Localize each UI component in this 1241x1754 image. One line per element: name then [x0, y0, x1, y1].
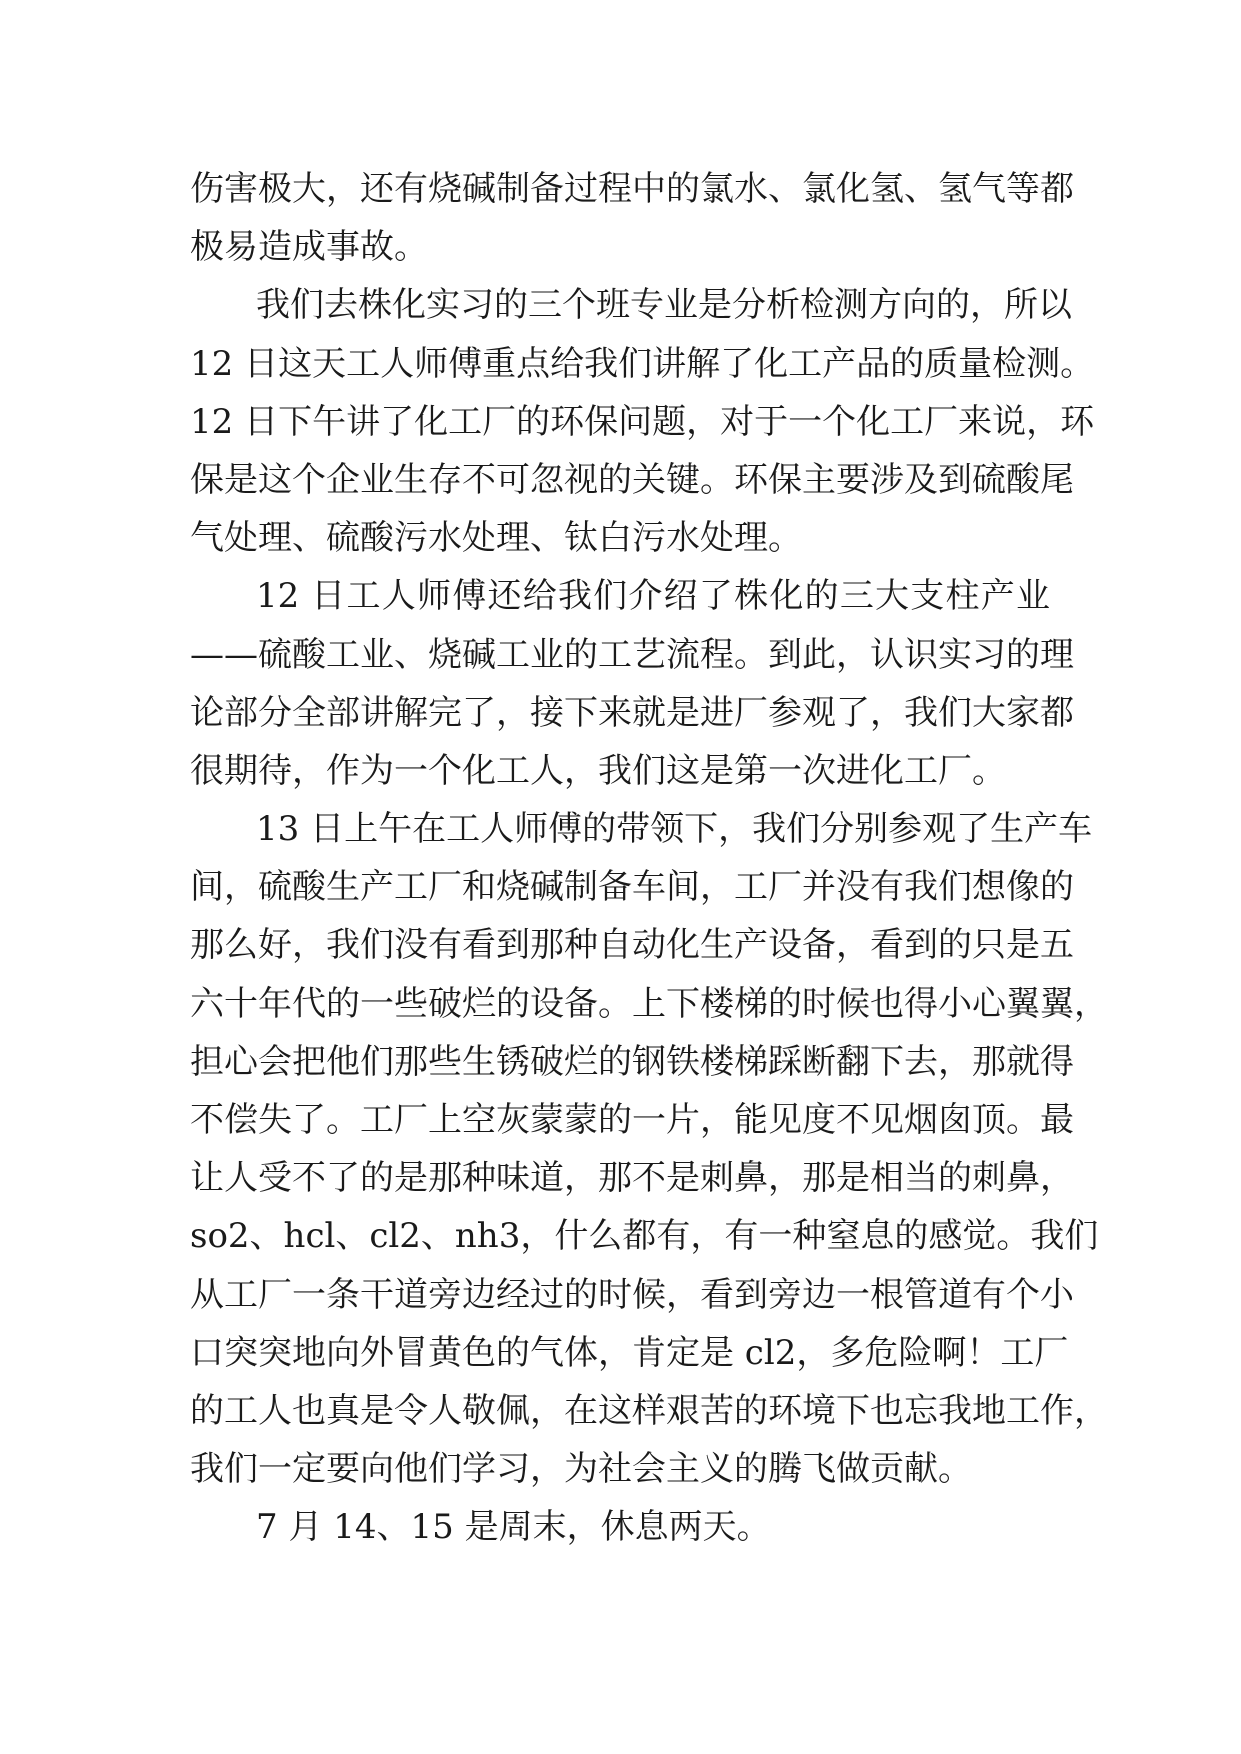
- text-line: 担心会把他们那些生锈破烂的钢铁楼梯踩断翻下去，那就得: [190, 1041, 1074, 1082]
- paragraph-first-line: 我们去株化实习的三个班专业是分析检测方向的，所以: [256, 285, 1072, 326]
- text-line: 从工厂一条干道旁边经过的时候，看到旁边一根管道有个小: [190, 1274, 1074, 1315]
- text-line: 那么好，我们没有看到那种自动化生产设备，看到的只是五: [190, 925, 1074, 966]
- text-line: 间，硫酸生产工厂和烧碱制备车间，工厂并没有我们想像的: [190, 867, 1074, 908]
- text-line: 伤害极大，还有烧碱制备过程中的氯水、氯化氢、氢气等都: [190, 169, 1074, 209]
- paragraph-first-line: 13 日上午在工人师傅的带领下，我们分别参观了生产车: [256, 809, 1093, 850]
- text-line: 的工人也真是令人敬佩，在这样艰苦的环境下也忘我地工作，: [190, 1390, 1108, 1431]
- text-line: 12 日这天工人师傅重点给我们讲解了化工产品的质量检测。: [190, 343, 1095, 384]
- text-line: 我们一定要向他们学习，为社会主义的腾飞做贡献。: [190, 1449, 972, 1490]
- text-line: 气处理、硫酸污水处理、钛白污水处理。: [190, 518, 802, 559]
- text-line: 口突突地向外冒黄色的气体，肯定是 cl2，多危险啊！工厂: [190, 1332, 1069, 1373]
- text-line: ——硫酸工业、烧碱工业的工艺流程。到此，认识实习的理: [190, 634, 1074, 675]
- text-line: 论部分全部讲解完了，接下来就是进厂参观了，我们大家都: [190, 692, 1074, 733]
- paragraph-first-line: 7 月 14、15 是周末，休息两天。: [256, 1507, 771, 1548]
- text-line: 保是这个企业生存不可忽视的关键。环保主要涉及到硫酸尾: [190, 459, 1074, 500]
- body-text: [190, 160, 1108, 1557]
- text-line: 不偿失了。工厂上空灰蒙蒙的一片，能见度不见烟囱顶。最: [190, 1100, 1074, 1140]
- text-line: 极易造成事故。: [190, 227, 428, 268]
- text-line: 六十年代的一些破烂的设备。上下楼梯的时候也得小心翼翼，: [190, 983, 1108, 1024]
- text-line: 让人受不了的是那种味道，那不是刺鼻，那是相当的刺鼻，: [190, 1158, 1074, 1199]
- paragraph-first-line: 12 日工人师傅还给我们介绍了株化的三大支柱产业: [256, 576, 1050, 617]
- text-line: 很期待，作为一个化工人，我们这是第一次进化工厂。: [190, 750, 1006, 791]
- text-line: 12 日下午讲了化工厂的环保问题，对于一个化工厂来说，环: [190, 401, 1095, 442]
- text-line: so2、hcl、cl2、nh3，什么都有，有一种窒息的感觉。我们: [190, 1216, 1099, 1257]
